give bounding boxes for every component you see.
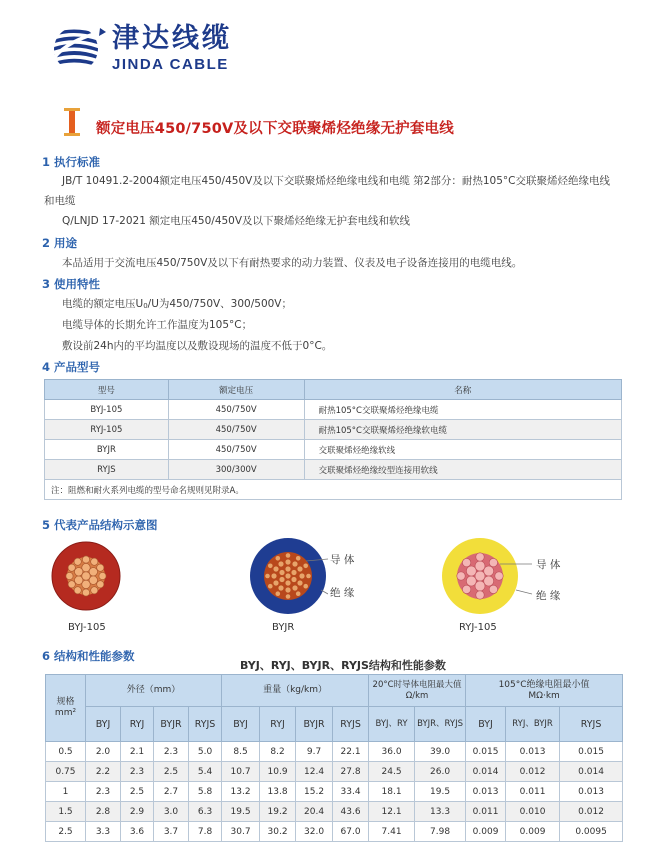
subheader-od-byj: BYJ [86,707,121,742]
value-cell: 12.4 [296,762,333,782]
value-cell: 5.4 [189,762,222,782]
subheader-res-byjr-ryjs: BYJR、RYJS [415,707,466,742]
table-row: BYJR 450/750V 交联聚烯烃绝缘软线 [45,440,622,460]
spec-cell: 1.5 [46,802,86,822]
model-header-voltage: 额定电压 [168,380,304,400]
section-heading-characteristics: 3 使用特性 [42,277,101,291]
value-cell: 13.8 [260,782,296,802]
section-heading-structure: 5 代表产品结构示意图 [42,518,158,532]
table-row [46,822,623,842]
header-weight: 重量（kg/km） [222,675,369,707]
value-cell: 0.009 [466,822,506,842]
value-cell: 7.41 [369,822,415,842]
page-title: 额定电压450/750V及以下交联聚烯烃绝缘无护套电线 [96,121,454,137]
header-outer-diameter: 外径（mm） [86,675,222,707]
value-cell: 9.7 [296,742,333,762]
value-cell: 3.6 [121,822,154,842]
value-cell: 3.7 [154,822,189,842]
value-cell: 0.011 [506,782,560,802]
value-cell: 3.0 [154,802,189,822]
section-heading-usage: 2 用途 [42,236,78,250]
parameter-table-title: BYJ、RYJ、BYJR、RYJS结构和性能参数 [240,659,446,672]
value-cell: 26.0 [415,762,466,782]
brand-block [48,22,248,78]
subheader-ins-ryj-byjr: RYJ、BYJR [506,707,560,742]
characteristic-line-2: 电缆导体的长期允许工作温度为105°C； [62,319,253,331]
section-heading-standards: 1 执行标准 [42,155,101,169]
value-cell: 67.0 [333,822,369,842]
label-insulation-2: 绝 缘 [536,590,561,602]
value-cell: 2.7 [154,782,189,802]
subheader-od-byjr: BYJR [154,707,189,742]
value-cell: 13.2 [222,782,260,802]
table-row: RYJS 300/300V 交联聚烯烃绝缘绞型连接用软线 [45,460,622,480]
value-cell: 30.7 [222,822,260,842]
value-cell: 0.013 [466,782,506,802]
value-cell: 7.98 [415,822,466,842]
header-spec: 规格 mm² [46,675,86,742]
spec-cell: 2.5 [46,822,86,842]
value-cell: 30.2 [260,822,296,842]
value-cell: 3.3 [86,822,121,842]
characteristic-line-3: 敷设前24h内的平均温度以及敷设现场的温度不低于0°C。 [62,340,333,352]
parameter-table [45,674,623,842]
value-cell: 10.9 [260,762,296,782]
subheader-wt-ryj: RYJ [260,707,296,742]
subheader-res-byj-ry: BYJ、RY [369,707,415,742]
table-row: RYJ-105 450/750V 耐热105°C交联聚烯烃绝缘软电缆 [45,420,622,440]
value-cell: 39.0 [415,742,466,762]
value-cell: 19.5 [222,802,260,822]
label-conductor: 导 体 [330,554,355,566]
value-cell: 0.015 [466,742,506,762]
spec-cell: 0.75 [46,762,86,782]
cable-ryj105-illustration [440,536,532,616]
label-conductor-2: 导 体 [536,559,561,571]
header-insulation-resistance: 105°C绝缘电阻最小值 MΩ·km [466,675,623,707]
standard-line-1-cont: 和电缆 [44,195,76,207]
usage-line: 本品适用于交流电压450/750V及以下有耐热要求的动力装置、仪表及电子设备连接用的电缆电线。 [62,257,523,269]
subheader-wt-byj: BYJ [222,707,260,742]
value-cell: 15.2 [296,782,333,802]
value-cell: 8.5 [222,742,260,762]
cable-byjr-illustration [248,536,328,616]
value-cell: 5.0 [189,742,222,762]
value-cell: 10.7 [222,762,260,782]
value-cell: 19.2 [260,802,296,822]
value-cell: 20.4 [296,802,333,822]
table-note: 注：阻燃和耐火系列电缆的型号命名规则见附录A。 [45,480,622,500]
table-row [46,762,623,782]
value-cell: 27.8 [333,762,369,782]
table-row [46,742,623,762]
subheader-wt-ryjs: RYJS [333,707,369,742]
value-cell: 5.8 [189,782,222,802]
value-cell: 24.5 [369,762,415,782]
table-row [46,782,623,802]
subheader-ins-byj: BYJ [466,707,506,742]
section-heading-models: 4 产品型号 [42,360,101,374]
value-cell: 12.1 [369,802,415,822]
value-cell: 32.0 [296,822,333,842]
value-cell: 0.011 [466,802,506,822]
value-cell: 33.4 [333,782,369,802]
standard-line-2: Q/LNJD 17-2021 额定电压450/450V及以下聚烯烃绝缘无护套电线和软线 [62,215,411,227]
value-cell: 0.010 [506,802,560,822]
value-cell: 2.1 [121,742,154,762]
value-cell: 19.5 [415,782,466,802]
value-cell: 0.0095 [560,822,623,842]
value-cell: 2.5 [121,782,154,802]
cable-caption-ryj105: RYJ-105 [459,622,497,633]
value-cell: 36.0 [369,742,415,762]
characteristic-line-1: 电缆的额定电压$U_0/U$为450/750V、300/500V； [62,298,292,310]
value-cell: 18.1 [369,782,415,802]
value-cell: 0.009 [506,822,560,842]
value-cell: 2.9 [121,802,154,822]
value-cell: 0.012 [560,802,623,822]
subheader-od-ryj: RYJ [121,707,154,742]
spec-cell: 1 [46,782,86,802]
value-cell: 0.014 [560,762,623,782]
value-cell: 0.013 [560,782,623,802]
header-conductor-resistance: 20°C时导体电阻最大值 Ω/km [369,675,466,707]
brand-name-cn: 津达线缆 [112,23,232,54]
subheader-od-ryjs: RYJS [189,707,222,742]
value-cell: 2.5 [154,762,189,782]
section-heading-parameters: 6 结构和性能参数 [42,649,135,663]
brand-name-en: JINDA CABLE [112,56,229,73]
value-cell: 43.6 [333,802,369,822]
value-cell: 22.1 [333,742,369,762]
value-cell: 2.2 [86,762,121,782]
cable-byj105-illustration [50,540,122,612]
table-row [46,802,623,822]
standard-line-1: JB/T 10491.2-2004额定电压450/450V及以下交联聚烯烃绝缘电线和电缆 第2部分：耐热105°C交联聚烯烃绝缘电线 [62,175,610,187]
subheader-ins-ryjs: RYJS [560,707,623,742]
label-insulation: 绝 缘 [330,587,355,599]
value-cell: 2.3 [86,782,121,802]
value-cell: 7.8 [189,822,222,842]
value-cell: 2.0 [86,742,121,762]
model-header-type: 型号 [45,380,169,400]
value-cell: 0.013 [506,742,560,762]
table-note-row [45,480,622,500]
value-cell: 2.3 [121,762,154,782]
title-bar-icon [64,108,84,138]
value-cell: 2.8 [86,802,121,822]
table-row: BYJ-105 450/750V 耐热105°C交联聚烯烃绝缘电缆 [45,400,622,420]
value-cell: 13.3 [415,802,466,822]
value-cell: 0.012 [506,762,560,782]
model-header-name: 名称 [304,380,621,400]
spec-cell: 0.5 [46,742,86,762]
subheader-wt-byjr: BYJR [296,707,333,742]
model-table [44,379,622,500]
value-cell: 6.3 [189,802,222,822]
value-cell: 0.015 [560,742,623,762]
value-cell: 0.014 [466,762,506,782]
value-cell: 2.3 [154,742,189,762]
value-cell: 8.2 [260,742,296,762]
cable-caption-byj105: BYJ-105 [68,622,106,633]
globe-logo-icon [48,22,106,74]
cable-caption-byjr: BYJR [272,622,295,633]
